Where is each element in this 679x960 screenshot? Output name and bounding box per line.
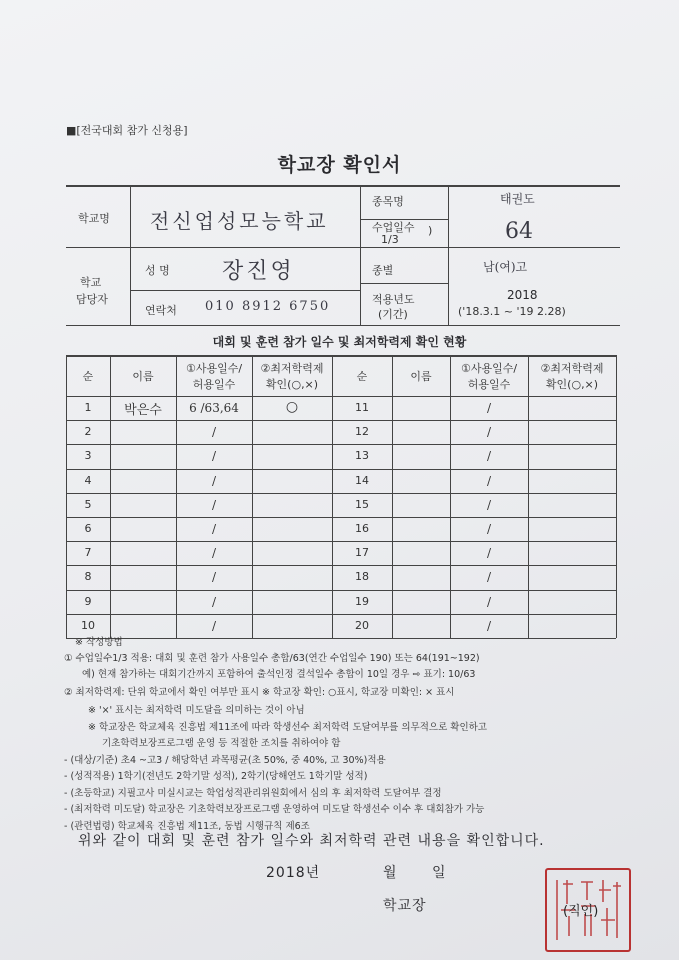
table-cell-no: 6 [84,522,92,535]
note-line: ② 최저학력제: 단위 학교에서 확인 여부만 표시 ※ 학교장 확인: ○표시, 학교장 미확인: × 표시 [64,687,455,698]
table-cell-days: / [211,522,217,536]
table-cell-no: 13 [355,449,369,462]
header-name: 이름 [132,370,154,383]
info-col-line-3 [448,186,449,325]
sport-value: 태권도 [500,192,535,206]
table-cell-days: / [486,546,492,560]
info-col-line-1 [130,186,131,325]
period-value: ('18.3.1 ~ '19 2.28) [458,305,566,318]
table-cell-days: / [211,474,217,488]
table-cell-days: / [211,498,217,512]
manager-name-label: 성 명 [145,264,170,277]
class-days-paren: ) [428,224,433,237]
table-cell-no: 16 [355,522,369,535]
info-top-border [66,185,620,187]
table-cell-no: 20 [355,619,369,632]
header-days-line-2: 허용일수 [467,378,511,391]
page-title: 학교장 확인서 [277,154,402,176]
table-cell-days: / [211,425,217,439]
school-name-label: 학교명 [78,212,110,225]
header-no: 순 [82,370,94,383]
table-col-line [616,355,617,638]
table-cell-days: / [211,619,217,633]
table-cell-no: 1 [84,401,92,414]
table-cell-no: 2 [84,425,92,438]
table-cell-days: / [486,595,492,609]
table-cell-no: 5 [84,498,92,511]
header-name: 이름 [410,370,432,383]
info-bottom-border [66,325,620,326]
table-cell-days: / [486,522,492,536]
sport-label: 종목명 [372,195,404,208]
table-row-line [66,541,616,542]
table-cell-days: / [486,401,492,415]
table-col-line [110,355,111,638]
header-days-line-2: 허용일수 [192,378,236,391]
table-cell-no: 11 [355,401,369,414]
table-cell-no: 17 [355,546,369,559]
official-seal [545,868,631,952]
table-cell-no: 14 [355,474,369,487]
header-days-line-1: ①사용일수/ [460,362,518,375]
form-type-label: ■[전국대회 참가 신청용] [66,124,188,137]
class-days-label: 수업일수 [372,221,415,234]
date-day: 일 [432,865,447,881]
table-cell-days: / [211,570,217,584]
header-check-line-1: ②최저학력제 [260,362,324,375]
info-contact-divider [130,290,360,291]
table-title: 대회 및 훈련 참가 일수 및 최저학력제 확인 현황 [212,335,467,349]
table-cell-no: 12 [355,425,369,438]
table-cell-no: 7 [84,546,92,559]
header-days-line-1: ①사용일수/ [185,362,243,375]
year-value: 2018 [507,288,538,302]
table-cell-no: 19 [355,595,369,608]
table-cell-days: / [211,546,217,560]
table-col-line [252,355,253,638]
note-line: ① 수업일수1/3 적용: 대회 및 훈련 참가 사용일수 총합/63(연간 수업일수 190) 또는 64(191~192) [64,653,480,664]
info-gender-divider [360,283,448,284]
note-line: 예) 현재 참가하는 대회기간까지 포함하여 출석인정 결석일수 총합이 10일 경우 ⇨ 표기: 10/63 [82,669,476,680]
header-no: 순 [356,370,368,383]
table-row-line [66,444,616,445]
school-name-value: 전신업성모능학교 [150,209,329,233]
table-cell-days: / [211,595,217,609]
date-month: 월 [383,865,398,881]
table-cell-no: 9 [84,595,92,608]
info-col-line-2 [360,186,361,325]
table-header-divider [66,396,616,397]
contact-label-line-2: 담당자 [76,293,108,306]
table-row-line [66,493,616,494]
table-cell-days: / [486,619,492,633]
header-check-line-2: 확인(○,×) [545,378,599,391]
phone-label: 연락처 [145,304,177,317]
phone-value: 010 8912 6750 [205,299,331,314]
table-top-border [66,355,616,357]
note-line: - (관련법령) 학교체육 진흥법 제11조, 동법 시행규칙 제6조 [64,821,310,832]
table-cell-no: 18 [355,570,369,583]
note-line: - (최저학력 미도달) 학교장은 기초학력보장프로그램 운영하여 미도달 학생선수 이수 후 대회참가 가능 [64,804,485,815]
note-line: - (성적적용) 1학기(전년도 2학기말 성적), 2학기(당해연도 1학기말 성적) [64,771,368,782]
table-row-line [66,614,616,615]
note-line: ※ 학교장은 학교체육 진흥법 제11조에 따라 학생선수 최저학력 도달여부를 의무적으로 확인하고 [88,722,487,733]
manager-name-value: 장진영 [222,259,295,284]
class-days-fraction: 1/3 [381,233,399,246]
table-cell-days: 6 /63,64 [189,401,239,415]
year-label-line-2: (기간) [378,308,408,321]
table-cell-no: 10 [81,619,95,632]
note-line: - (대상/기준) 초4 ~고3 / 해당학년 과목평균(초 50%, 중 40%, 고 30%)적용 [64,755,386,766]
gender-value: 남(여)고 [483,260,528,274]
seal-mark-text: (직인) [563,904,599,919]
header-check-line-1: ②최저학력제 [540,362,604,375]
table-cell-check: ○ [285,399,299,415]
table-cell-no: 3 [84,449,92,462]
table-cell-name: 박은수 [124,403,162,418]
table-cell-days: / [486,570,492,584]
note-line: ※ '×' 표시는 최저학력 미도달을 의미하는 것이 아님 [88,705,305,716]
table-cell-days: / [211,449,217,463]
header-check-line-2: 확인(○,×) [265,378,319,391]
notes-heading: ※ 작성방법 [75,637,123,648]
table-row-line [66,565,616,566]
table-cell-days: / [486,498,492,512]
table-row-line [66,590,616,591]
info-mid-line [66,247,620,248]
table-row-line [66,517,616,518]
table-col-line [528,355,529,638]
table-row-line [66,469,616,470]
gender-label: 종별 [372,264,394,277]
table-cell-no: 8 [84,570,92,583]
closing-statement: 위와 같이 대회 및 훈련 참가 일수와 최저학력 관련 내용을 확인합니다. [78,833,545,849]
year-label-line-1: 적용년도 [372,293,415,306]
note-line: - (초등학교) 지필고사 미실시교는 학업성적관리위원회에서 심의 후 최저학력 도달여부 결정 [64,788,442,799]
signer-label: 학교장 [383,898,427,914]
contact-label-line-1: 학교 [80,276,102,289]
class-days-value: 64 [505,219,533,244]
table-row-line [66,420,616,421]
table-col-line [392,355,393,638]
table-cell-days: / [486,474,492,488]
table-cell-no: 4 [84,474,92,487]
table-cell-no: 15 [355,498,369,511]
table-row-line [66,638,616,639]
table-cell-days: / [486,449,492,463]
table-cell-days: / [486,425,492,439]
note-line: 기초학력보장프로그램 운영 등 적절한 조치를 취하여야 함 [102,738,341,749]
date-year: 2018년 [266,865,321,881]
